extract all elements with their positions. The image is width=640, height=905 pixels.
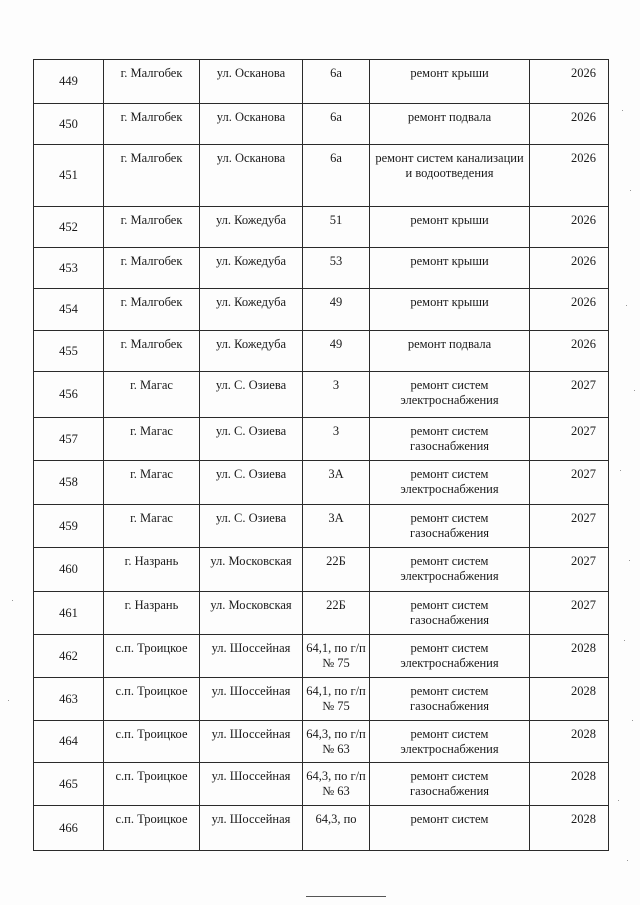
scan-speck xyxy=(624,640,625,641)
table-row xyxy=(34,145,609,207)
year-cell: 2028 xyxy=(530,678,609,721)
row-number: 453 xyxy=(34,248,104,289)
locality-cell: с.п. Троицкое xyxy=(104,678,200,721)
row-number: 449 xyxy=(34,60,104,104)
house-number-cell: 49 xyxy=(303,331,370,372)
locality-cell: г. Магас xyxy=(104,372,200,418)
year-cell: 2027 xyxy=(530,505,609,548)
year-cell: 2026 xyxy=(530,207,609,248)
work-type-cell: ремонт подвала xyxy=(370,331,530,372)
work-type-cell: ремонт систем газоснабжения xyxy=(370,592,530,635)
scan-speck xyxy=(620,470,621,471)
locality-cell: г. Назрань xyxy=(104,592,200,635)
street-cell: ул. Шоссейная xyxy=(200,635,303,678)
year-cell: 2026 xyxy=(530,145,609,207)
house-number-cell: 22Б xyxy=(303,548,370,592)
house-number-cell: 53 xyxy=(303,248,370,289)
work-type-cell: ремонт систем электроснабжения xyxy=(370,372,530,418)
house-number-cell: 3А xyxy=(303,461,370,505)
house-number-cell: 49 xyxy=(303,289,370,331)
locality-cell: г. Малгобек xyxy=(104,60,200,104)
street-cell: ул. Кожедуба xyxy=(200,331,303,372)
year-cell: 2026 xyxy=(530,289,609,331)
scan-speck xyxy=(626,305,627,306)
house-number-cell: 51 xyxy=(303,207,370,248)
row-number: 455 xyxy=(34,331,104,372)
table-row xyxy=(34,806,609,851)
work-type-cell: ремонт систем газоснабжения xyxy=(370,505,530,548)
work-type-cell: ремонт систем электроснабжения xyxy=(370,635,530,678)
street-cell: ул. Шоссейная xyxy=(200,763,303,806)
table-row xyxy=(34,418,609,461)
locality-cell: г. Малгобек xyxy=(104,207,200,248)
row-number: 465 xyxy=(34,763,104,806)
table-row xyxy=(34,207,609,248)
year-cell: 2026 xyxy=(530,248,609,289)
work-type-cell: ремонт систем канализации и водоотведения xyxy=(370,145,530,207)
row-number: 462 xyxy=(34,635,104,678)
scan-speck xyxy=(629,560,630,561)
table-row xyxy=(34,763,609,806)
street-cell: ул. С. Озиева xyxy=(200,418,303,461)
table-row xyxy=(34,548,609,592)
table-row xyxy=(34,104,609,145)
street-cell: ул. Шоссейная xyxy=(200,721,303,763)
street-cell: ул. Осканова xyxy=(200,145,303,207)
year-cell: 2028 xyxy=(530,806,609,851)
year-cell: 2028 xyxy=(530,763,609,806)
street-cell: ул. Осканова xyxy=(200,104,303,145)
row-number: 450 xyxy=(34,104,104,145)
street-cell: ул. Шоссейная xyxy=(200,678,303,721)
work-type-cell: ремонт систем газоснабжения xyxy=(370,678,530,721)
locality-cell: с.п. Троицкое xyxy=(104,763,200,806)
work-type-cell: ремонт систем газоснабжения xyxy=(370,418,530,461)
locality-cell: с.п. Троицкое xyxy=(104,806,200,851)
house-number-cell: 64,3, по г/п № 63 xyxy=(303,763,370,806)
row-number: 466 xyxy=(34,806,104,851)
house-number-cell: 64,3, по г/п № 63 xyxy=(303,721,370,763)
page-edge-mark xyxy=(306,896,386,897)
work-type-cell: ремонт систем электроснабжения xyxy=(370,721,530,763)
house-number-cell: 3А xyxy=(303,505,370,548)
table-row xyxy=(34,331,609,372)
scan-speck xyxy=(618,800,619,801)
table-row xyxy=(34,678,609,721)
work-type-cell: ремонт систем газоснабжения xyxy=(370,763,530,806)
house-number-cell: 6а xyxy=(303,145,370,207)
house-number-cell: 3 xyxy=(303,418,370,461)
scan-speck xyxy=(622,110,623,111)
street-cell: ул. Московская xyxy=(200,592,303,635)
work-type-cell: ремонт систем электроснабжения xyxy=(370,461,530,505)
row-number: 454 xyxy=(34,289,104,331)
year-cell: 2026 xyxy=(530,104,609,145)
table-row xyxy=(34,592,609,635)
table-row xyxy=(34,248,609,289)
row-number: 457 xyxy=(34,418,104,461)
locality-cell: г. Магас xyxy=(104,505,200,548)
scan-speck xyxy=(632,720,633,721)
work-type-cell: ремонт подвала xyxy=(370,104,530,145)
repair-schedule-table xyxy=(33,59,609,851)
street-cell: ул. Кожедуба xyxy=(200,248,303,289)
year-cell: 2028 xyxy=(530,635,609,678)
scan-speck xyxy=(630,190,631,191)
street-cell: ул. Московская xyxy=(200,548,303,592)
row-number: 464 xyxy=(34,721,104,763)
house-number-cell: 22Б xyxy=(303,592,370,635)
table-row xyxy=(34,372,609,418)
row-number: 451 xyxy=(34,145,104,207)
locality-cell: г. Малгобек xyxy=(104,104,200,145)
street-cell: ул. Кожедуба xyxy=(200,289,303,331)
row-number: 463 xyxy=(34,678,104,721)
locality-cell: г. Малгобек xyxy=(104,289,200,331)
year-cell: 2026 xyxy=(530,60,609,104)
locality-cell: г. Магас xyxy=(104,418,200,461)
locality-cell: г. Малгобек xyxy=(104,331,200,372)
year-cell: 2028 xyxy=(530,721,609,763)
table-row xyxy=(34,289,609,331)
locality-cell: с.п. Троицкое xyxy=(104,721,200,763)
locality-cell: г. Малгобек xyxy=(104,248,200,289)
row-number: 459 xyxy=(34,505,104,548)
street-cell: ул. Осканова xyxy=(200,60,303,104)
table-row xyxy=(34,505,609,548)
row-number: 458 xyxy=(34,461,104,505)
year-cell: 2027 xyxy=(530,418,609,461)
table-body xyxy=(34,60,609,851)
house-number-cell: 6а xyxy=(303,60,370,104)
year-cell: 2027 xyxy=(530,592,609,635)
scan-speck xyxy=(12,600,13,601)
year-cell: 2027 xyxy=(530,372,609,418)
locality-cell: г. Малгобек xyxy=(104,145,200,207)
work-type-cell: ремонт крыши xyxy=(370,289,530,331)
work-type-cell: ремонт крыши xyxy=(370,248,530,289)
table-row xyxy=(34,60,609,104)
house-number-cell: 6а xyxy=(303,104,370,145)
house-number-cell: 3 xyxy=(303,372,370,418)
scan-speck xyxy=(8,700,9,701)
work-type-cell: ремонт систем xyxy=(370,806,530,851)
scan-speck xyxy=(634,390,635,391)
work-type-cell: ремонт крыши xyxy=(370,207,530,248)
street-cell: ул. С. Озиева xyxy=(200,372,303,418)
work-type-cell: ремонт систем электроснабжения xyxy=(370,548,530,592)
locality-cell: г. Магас xyxy=(104,461,200,505)
house-number-cell: 64,1, по г/п № 75 xyxy=(303,678,370,721)
street-cell: ул. Кожедуба xyxy=(200,207,303,248)
locality-cell: г. Назрань xyxy=(104,548,200,592)
row-number: 461 xyxy=(34,592,104,635)
street-cell: ул. С. Озиева xyxy=(200,461,303,505)
work-type-cell: ремонт крыши xyxy=(370,60,530,104)
street-cell: ул. С. Озиева xyxy=(200,505,303,548)
house-number-cell: 64,1, по г/п № 75 xyxy=(303,635,370,678)
street-cell: ул. Шоссейная xyxy=(200,806,303,851)
row-number: 460 xyxy=(34,548,104,592)
locality-cell: с.п. Троицкое xyxy=(104,635,200,678)
year-cell: 2027 xyxy=(530,461,609,505)
scan-speck xyxy=(627,860,628,861)
year-cell: 2026 xyxy=(530,331,609,372)
table-row xyxy=(34,635,609,678)
row-number: 456 xyxy=(34,372,104,418)
table-row xyxy=(34,461,609,505)
year-cell: 2027 xyxy=(530,548,609,592)
row-number: 452 xyxy=(34,207,104,248)
table-row xyxy=(34,721,609,763)
house-number-cell: 64,3, по xyxy=(303,806,370,851)
